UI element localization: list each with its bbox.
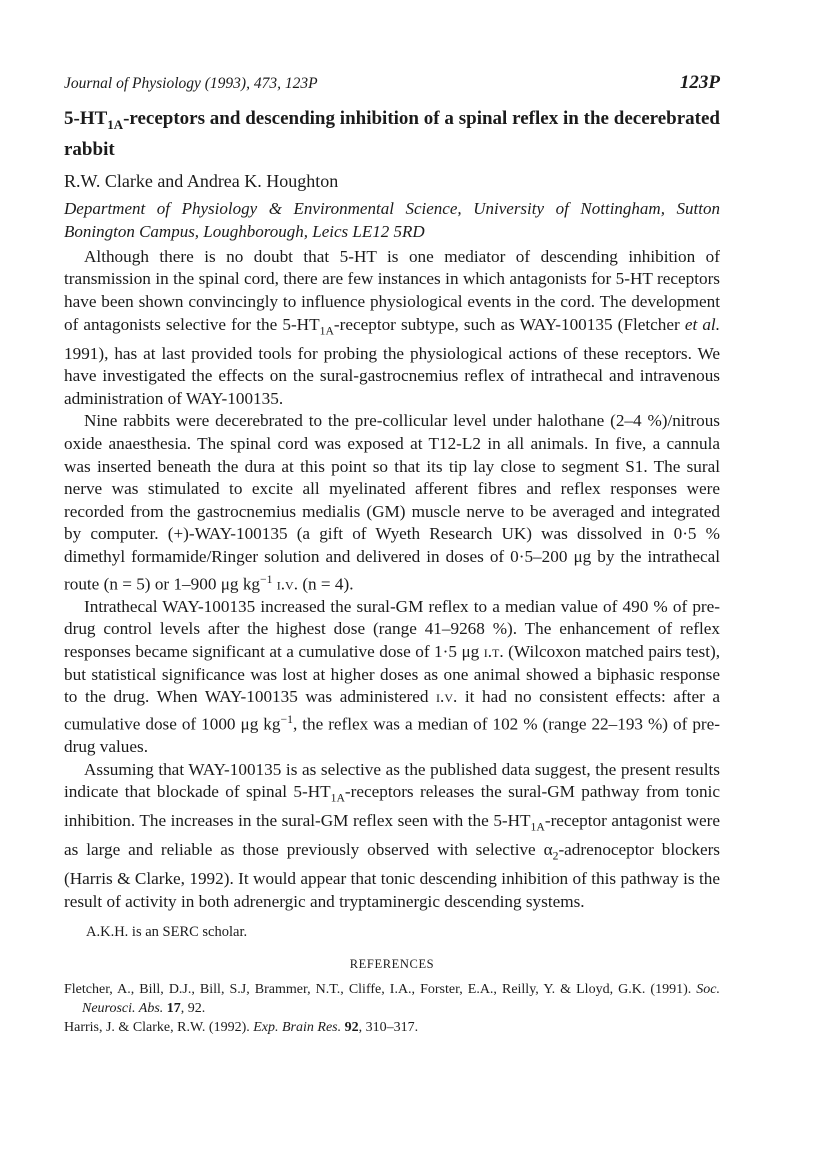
article-title: $5-HT_{1A}$-receptors and descending inhibition of a spinal reflex in the decerebrated rabbit (64, 108, 720, 160)
reference-item: Harris, J. & Clarke, R.W. (1992). Exp. Brain Res. 92, 310–317. (64, 1019, 419, 1035)
article-page (64, 72, 720, 1037)
paragraph-results: Intrathecal WAY-100135 increased the sural-GM reflex to a median value of 490 % of pre-drug control levels after the highest dose (range 41–9268 %). The enhancement of reflex responses became significant at a cumulative dose of 1·5 μg i.t. (Wilcoxon matched pairs test), but statistical significance was lost at higher doses as one animal showed a biphasic response to the drug. When WAY-100135 was administered i.v. it had no consistent effects: after a cumulative dose of 1000 μg $kg^{-1}$, the reflex was a median of 102 % (range 22–193 %) of pre-drug values. (64, 596, 721, 757)
running-header (64, 72, 720, 102)
journal-citation: Journal of Physiology (1993), 473, 123P (64, 75, 318, 92)
paragraph-introduction: Although there is no doubt that 5-HT is one mediator of descending inhibition of transmission in the spinal cord, there are few instances in which antagonists for 5-HT receptors have been shown convincingly to influence physiological events in the cord. The development of antagonists selective for the $5-HT_{1A}$-receptor subtype, such as WAY-100135 (Fletcher et al. 1991), has at last provided tools for probing the physiological actions of these receptors. We have investigated the effects on the sural-gastrocnemius reflex of intrathecal and intravenous administration of WAY-100135. (64, 246, 720, 408)
reference-item: Fletcher, A., Bill, D.J., Bill, S.J, Brammer, N.T., Cliffe, I.A., Forster, E.A., Reilly, Y. & Lloyd, G.K. (1991). Soc. Neurosci. Abs. 17, 92. (64, 981, 720, 1016)
page-number: 123P (679, 72, 720, 93)
acknowledgement: A.K.H. is an SERC scholar. (86, 923, 248, 940)
paragraph-methods: Nine rabbits were decerebrated to the pre-collicular level under halothane (2–4 %)/nitrous oxide anaesthesia. The spinal cord was exposed at T12-L2 in all animals. In five, a cannula was inserted beneath the dura at this point so that its tip lay close to segment S1. The sural nerve was stimulated to excite all myelinated afferent fibres and reflex responses were recorded from the gastrocnemius medialis (GM) muscle nerve to be averaged and integrated by computer. (+)-WAY-100135 (a gift of Wyeth Research UK) was dissolved in 0·5 % dimethyl formamide/Ringer solution and delivered in doses of 0·5–200 μg by the intrathecal route (n = 5) or 1–900 μg $kg^{-1}$ i.v. (n = 4). (64, 411, 720, 594)
affiliation: Department of Physiology & Environmental Science, University of Nottingham, Sutton Bonington Campus, Loughborough, Leics LE12 5RD (64, 198, 720, 241)
references-heading: REFERENCES (349, 956, 435, 971)
article-body (64, 246, 720, 914)
paragraph-conclusion: Assuming that WAY-100135 is as selective as the published data suggest, the present results indicate that blockade of spinal $5-HT_{1A}$-receptors releases the sural-GM pathway from tonic inhibition. The increases in the sural-GM reflex seen with the $5-HT_{1A}$-receptor antagonist were as large and reliable as those previously observed with selective $\alpha_2$-adrenoceptor blockers (Harris & Clarke, 1992). It would appear that tonic descending inhibition of this pathway is the result of activity in both adrenergic and tryptaminergic descending systems. (64, 759, 720, 912)
authors: R.W. Clarke and Andrea K. Houghton (64, 170, 339, 191)
reference-list (64, 980, 720, 1037)
